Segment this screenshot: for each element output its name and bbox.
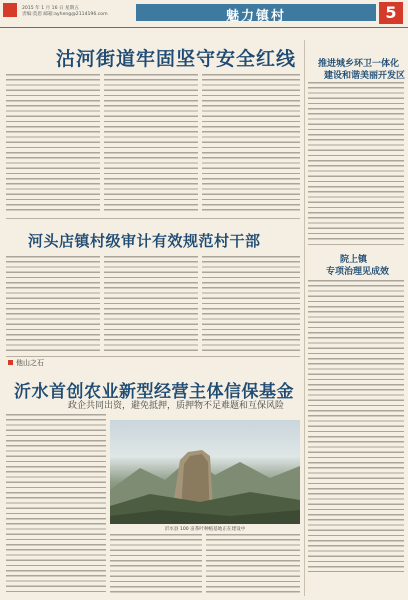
column-divider — [304, 40, 305, 596]
article-2-body-col2 — [104, 256, 198, 352]
editor-contact: 责编:莫恩 邮箱:ayheng@2114196.com — [22, 12, 108, 17]
page-number: 5 — [385, 3, 397, 22]
article-divider — [308, 244, 404, 245]
right-headline-a-line2: 建设和谐美丽开发区 — [324, 71, 406, 81]
article-1-body-col1 — [6, 74, 100, 214]
article-2-body-col1 — [6, 256, 100, 352]
issue-date: 2015 年 1 月 16 日 星期五 — [22, 6, 79, 11]
article-3-body-col3 — [206, 534, 300, 594]
right-headline-a-line1: 推进城乡环卫一体化 — [318, 59, 400, 69]
article-photo — [110, 420, 300, 524]
right-headline-b-line1: 院上镇 — [340, 255, 368, 265]
article-divider — [6, 218, 300, 219]
article-divider — [6, 356, 300, 357]
section-tag-icon — [8, 360, 13, 365]
section-tag: 他山之石 — [16, 359, 44, 367]
headline-2: 河头店镇村级审计有效规范村干部 — [28, 232, 261, 250]
article-1-body-col3 — [202, 74, 300, 214]
subheadline-3: 政企共同出资，避免抵押，质押物不足难题和互保风险 — [68, 401, 285, 411]
article-3-body-col1 — [6, 414, 106, 594]
headline-3: 沂水首创农业新型经营主体信保基金 — [14, 382, 294, 402]
right-headline-b-line2: 专项治理见成效 — [326, 267, 390, 277]
mountain-photo-illustration — [110, 420, 300, 524]
headline-1: 沽河街道牢固坚守安全红线 — [56, 48, 297, 70]
masthead-rule — [0, 27, 408, 28]
right-article-b-body — [308, 280, 404, 572]
newspaper-logo-icon — [3, 3, 17, 17]
right-article-a-body — [308, 82, 404, 240]
article-1-body-col2 — [104, 74, 198, 214]
article-3-body-col2 — [110, 534, 202, 594]
article-2-body-col3 — [202, 256, 300, 352]
photo-caption: 沂水县 100 亩茶叶种植基地正在建设中 — [164, 527, 246, 532]
section-title: 魅力镇村 — [225, 9, 286, 24]
